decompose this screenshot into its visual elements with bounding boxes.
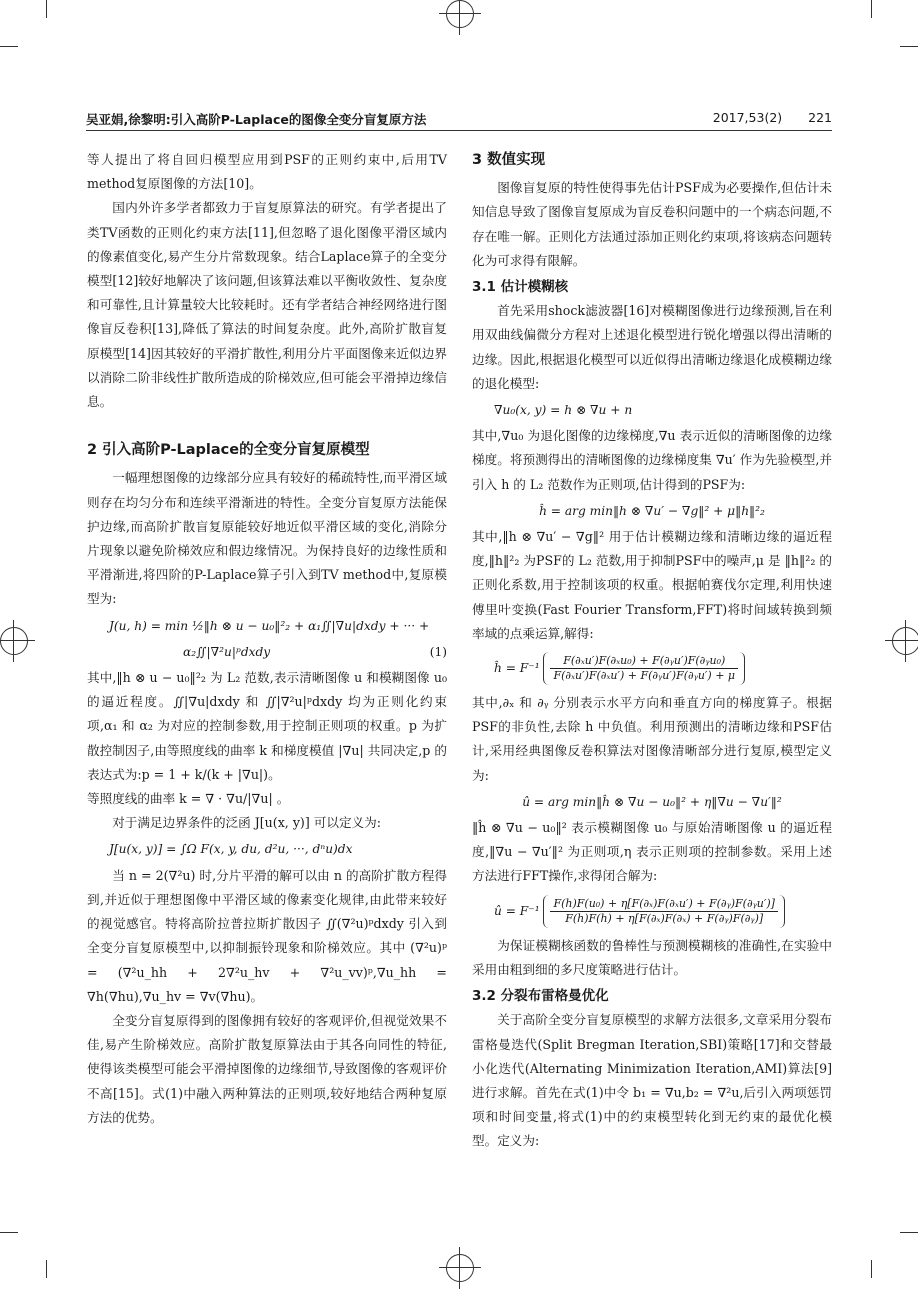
section-heading: 2 引入高阶P-Laplace的全变分盲复原模型 [87, 442, 370, 459]
equation-5-numerator: F(∂ₓu′)F(∂ₓu₀) + F(∂ᵧu′)F(∂ᵧu₀) [550, 654, 738, 669]
paragraph: ‖ĥ ⊗ ∇u − u₀‖² 表示模糊图像 u₀ 与原始清晰图像 u 的逼近程度,‖∇u − ∇u′‖² 为正则项,η 表示正则项的控制参数。采用上述方法进行FFT操作,求得闭合解为: [472, 820, 832, 884]
left-column [87, 148, 447, 1130]
paragraph: 全变分盲复原得到的图像拥有较好的客观评价,但视觉效果不佳,易产生阶梯效应。高阶扩散复原算法由于其各向同性的特征,使得该类模型可能会平滑掉图像的边缘细节,导致图像的客观评价不高[15]。式(1)中融入两种算法的正则项,较好地结合两种复原方法的优势。 [87, 1012, 447, 1125]
equation-2: J[u(x, y)] = ∫Ω F(x, y, du, d²u, ···, dⁿu)dx [109, 842, 353, 857]
equation-7-numerator: F(h)F(u₀) + η[F(∂ₓ)F(∂ₓu′) + F(∂ᵧ)F(∂ᵧu′)] [550, 897, 777, 912]
registration-mark-left [0, 627, 28, 655]
paragraph: 等照度线的曲率 k = ∇ · ∇u/|∇u| 。 [87, 791, 290, 807]
crop-mark [900, 1232, 918, 1233]
paragraph: 为保证模糊核函数的鲁棒性与预测模糊核的准确性,在实验中采用由粗到细的多尺度策略进行估计。 [472, 937, 832, 977]
crop-mark [0, 1232, 18, 1233]
equation-7-bracket [543, 895, 784, 928]
subsection-heading: 3.2 分裂布雷格曼优化 [472, 988, 609, 1005]
running-header [86, 108, 832, 131]
crop-mark [46, 1260, 47, 1278]
registration-mark-top [446, 0, 474, 28]
crop-mark [46, 0, 47, 18]
paragraph: 其中,‖h ⊗ u − u₀‖²₂ 为 L₂ 范数,表示清晰图像 u 和模糊图像 u₀ 的逼近程度。∬|∇u|dxdy 和 ∬|∇²u|ᵖdxdy 均为正则化约束项,α₁ 和 α₂ 为对应的控制参数,用于控制正则项的权重。p 为扩散控制因子,由等照度线的曲率 k 和梯度模值 |∇u| 共同决定,p 的表达式为:p = 1 + k/(k + |∇u|)。 [87, 670, 447, 782]
equation-5-lhs: ĥ = F⁻¹ [494, 661, 540, 676]
equation-4: ĥ = arg min‖h ⊗ ∇u′ − ∇g‖² + μ‖h‖²₂ [539, 503, 765, 518]
page-number: 221 [808, 110, 832, 125]
registration-mark-right [892, 627, 918, 655]
crop-mark [871, 1260, 872, 1278]
equation-5-bracket [543, 652, 745, 685]
paragraph: 图像盲复原的特性使得事先估计PSF成为必要操作,但估计未知信息导致了图像盲复原成为盲反卷积问题中的一个病态问题,不存在唯一解。正则化方法通过添加正则化约束项,将该病态问题转化为可求得有限解。 [472, 180, 832, 268]
paragraph: 等人提出了将自回归模型应用到PSF的正则约束中,后用TV method复原图像的方法[10]。 [87, 152, 447, 192]
crop-mark [871, 0, 872, 18]
paragraph: 其中,∂ₓ 和 ∂ᵧ 分别表示水平方向和垂直方向的梯度算子。根据PSF的非负性,去除 h 中负值。利用预测出的清晰边缘和PSF估计,采用经典图像反卷积算法对图像清晰部分进行复原,模型定义为: [472, 695, 832, 783]
paragraph: 其中,∇u₀ 为退化图像的边缘梯度,∇u 表示近似的清晰图像的边缘梯度。将预测得出的清晰图像的边缘梯度集 ∇u′ 作为先验模型,并引入 h 的 L₂ 范数作为正则项,估计得到的PSF为: [472, 428, 832, 492]
paragraph: 国内外许多学者都致力于盲复原算法的研究。有学者提出了类TV函数的正则化约束方法[11],但忽略了退化图像平滑区域内的像素值变化,易产生分片常数现象。结合Laplace算子的全变分模型[12]较好地解决了该问题,但该算法难以平衡收敛性、复杂度和可靠性,且计算量较大比较耗时。还有学者结合神经网络进行图像盲反卷积[13],降低了算法的时间复杂度。此外,高阶扩散盲复原模型[14]因其较好的平滑扩散性,利用分片平面图像来近似边界以消除二阶非线性扩散所造成的阶梯效应,但可能会平滑掉边缘信息。 [87, 200, 447, 410]
equation-number: (1) [429, 644, 447, 659]
equation-5-denominator: F(∂ₓu′)F(∂ₓu′) + F(∂ᵧu′)F(∂ᵧu′) + μ [553, 669, 736, 683]
subsection-heading: 3.1 估计模糊核 [472, 279, 569, 296]
equation-5-fraction [550, 654, 738, 683]
equation-7 [472, 895, 832, 928]
equation-7-lhs: û = F⁻¹ [494, 903, 540, 918]
paragraph: 首先采用shock滤波器[16]对模糊图像进行边缘预测,旨在利用双曲线偏微分方程对上述退化模型进行锐化增强以得出清晰的边缘。因此,根据退化模型可以近似得出清晰边缘退化成模糊边缘的退化模型: [472, 303, 832, 391]
equation-1b-body: α₂∬|∇²u|ᵖdxdy [183, 644, 271, 659]
equation-7-fraction [550, 897, 777, 926]
header-title: 吴亚娟,徐黎明:引入高阶P-Laplace的图像全变分盲复原方法 [86, 112, 427, 127]
header-right [691, 110, 832, 125]
section-heading: 3 数值实现 [472, 152, 546, 168]
right-column [472, 148, 832, 1154]
journal-issue: 2017,53(2) [712, 110, 783, 125]
equation-3: ∇u₀(x, y) = h ⊗ ∇u + n [494, 403, 633, 418]
paragraph: 其中,‖h ⊗ ∇u′ − ∇g‖² 用于估计模糊边缘和清晰边缘的逼近程度,‖h‖²₂ 为PSF的 L₂ 范数,用于抑制PSF中的噪声,μ 是 ‖h‖²₂ 的正则化系数,用于控制该项的权重。根据帕赛伐尔定理,利用快速傅里叶变换(Fast Fourier Transform,FFT)将时间域转换到频率域的点乘运算,解得: [472, 529, 832, 641]
crop-mark [0, 46, 18, 47]
equation-6: û = arg min‖ĥ ⊗ ∇u − u₀‖² + η‖∇u − ∇u′‖² [522, 794, 782, 809]
crop-mark [900, 46, 918, 47]
paragraph: 一幅理想图像的边缘部分应具有较好的稀疏特性,而平滑区域则存在均匀分布和连续平滑渐进的特性。全变分盲复原方法能保护边缘,而高阶扩散盲复原能较好地近似平滑区域的变化,消除分片现象以避免阶梯效应和假边缘情况。为保持良好的边缘性质和平滑渐进,将四阶的P-Laplace算子引入到TV method中,复原模型为: [87, 470, 447, 607]
paragraph: 对于满足边界条件的泛函 J[u(x, y)] 可以定义为: [112, 815, 381, 831]
equation-5 [472, 652, 832, 685]
equation-1b [87, 640, 447, 664]
paragraph: 当 n = 2(∇²u) 时,分片平滑的解可以由 n 的高阶扩散方程得到,并近似于理想图像中平滑区域的像素变化规律,由此带来较好的视觉感官。特将高阶拉普拉斯扩散因子 ∬(∇²u)ᵖdxdy 引入到全变分盲复原模型中,以抑制振铃现象和阶梯效应。其中 (∇²u)ᵖ = (∇²u_hh + 2∇²u_hv + ∇²u_vv)ᵖ,∇u_hh = ∇h(∇hu),∇u_hv = ∇v(∇hu)。 [87, 867, 447, 1004]
equation-1a: J(u, h) = min ½‖h ⊗ u − u₀‖²₂ + α₁∬|∇u|dxdy + ··· + [109, 618, 430, 633]
paragraph: 关于高阶全变分盲复原模型的求解方法很多,文章采用分裂布雷格曼迭代(Split Bregman Iteration,SBI)策略[17]和交替最小化迭代(Alternating Minimization Iteration,AMI)算法[9]进行求解。首先在式(1)中令 b₁ = ∇u,b₂ = ∇²u,后引入两项惩罚项和时间变量,将式(1)中的约束模型转化到无约束的最优化模型。定义为: [472, 1012, 832, 1149]
equation-7-denominator: F(h)F(h) + η[F(∂ₓ)F(∂ₓ) + F(∂ᵧ)F(∂ᵧ)] [565, 911, 764, 925]
